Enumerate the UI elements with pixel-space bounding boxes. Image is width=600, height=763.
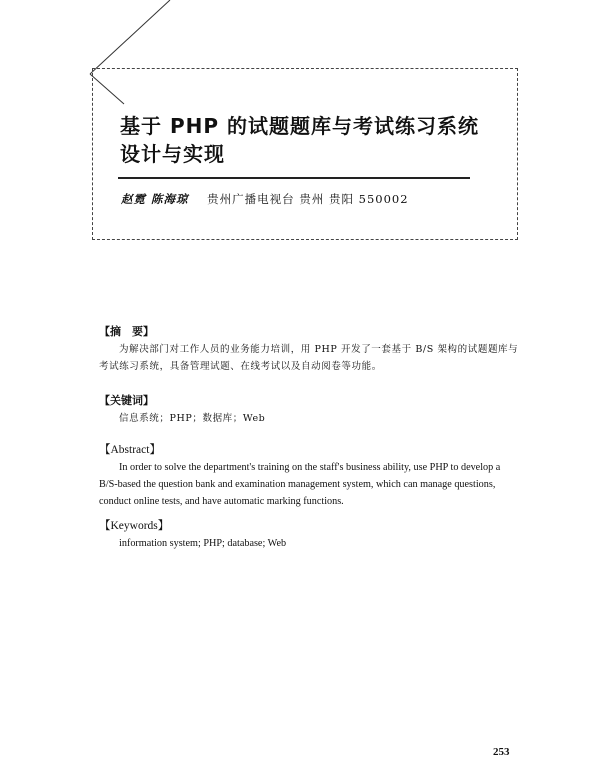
author-line	[121, 191, 409, 207]
page-number: 253	[493, 746, 510, 758]
keywords-zh-text: 信息系统；PHP；数据库；Web	[119, 413, 266, 424]
abstract-en-heading: 【Abstract】	[99, 444, 161, 456]
keywords-zh-heading: 【关键词】	[99, 394, 154, 407]
keywords-en-heading: 【Keywords】	[99, 520, 170, 532]
abstract-zh-body	[99, 341, 519, 375]
keywords-en-text: information system; PHP; database; Web	[119, 538, 287, 549]
abstract-zh-heading: 【摘 要】	[99, 325, 154, 338]
title-underline	[118, 177, 470, 179]
keywords-en-body	[99, 535, 521, 552]
abstract-en-text: In order to solve the department's training on the staff's business ability, use PHP to develop a B/S-based the question bank and examination management system, which can manage questions, conduct online tests, and have automatic marking functions.	[99, 462, 501, 507]
abstract-en-body	[99, 459, 521, 510]
author-names: 赵霓 陈海琼	[121, 192, 189, 206]
keywords-zh-body	[99, 410, 519, 427]
abstract-zh-text: 为解决部门对工作人员的业务能力培训，用 PHP 开发了一套基于 B/S 架构的试题题库与考试练习系统，具备管理试题、在线考试以及自动阅卷等功能。	[99, 344, 519, 372]
paper-title	[120, 112, 500, 168]
title-line-2: 设计与实现	[120, 142, 225, 166]
title-line-1: 基于 PHP 的试题题库与考试练习系统	[120, 114, 479, 138]
author-affiliation: 贵州广播电视台 贵州 贵阳 550002	[207, 192, 409, 206]
